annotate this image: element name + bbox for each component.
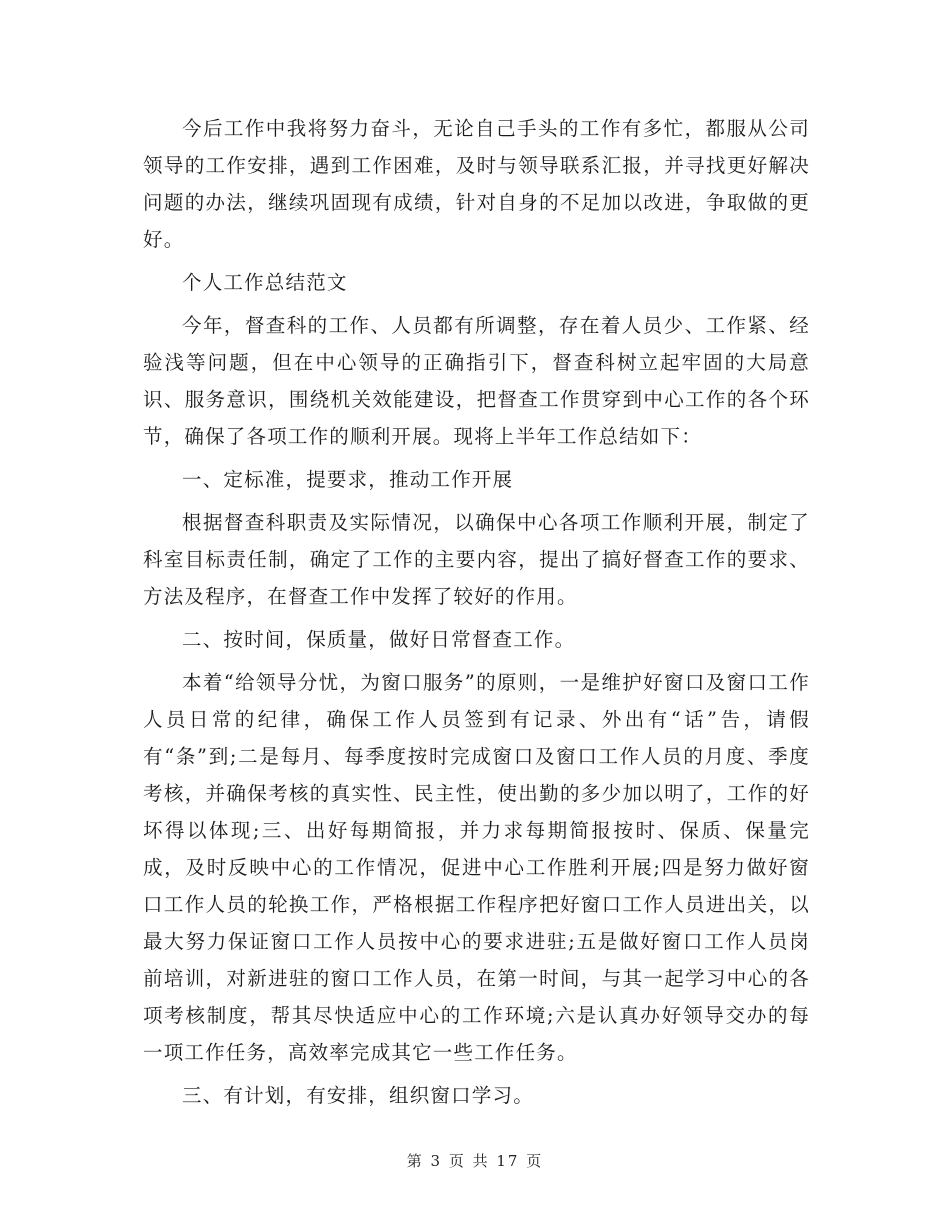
paragraph-daily-supervision: 本着“给领导分忧，为窗口服务”的原则，一是维护好窗口及窗口工作人员日常的纪律，确保工作人员签到有记录、外出有“话”告，请假有“条”到;二是每月、每季度按时完成窗口及窗口工作人员的月度、季度考核，并确保考核的真实性、民主性，使出勤的多少加以明了，工作的好坏得以体现;三、出好每期简报，并力求每期简报按时、保质、保量完成，及时反映中心的工作情况，促进中心工作胜利开展;四是努力做好窗口工作人员的轮换工作，严格根据工作程序把好窗口工作人员进出关，以最大努力保证窗口工作人员按中心的要求进驻;五是做好窗口工作人员岗前培训，对新进驻的窗口工作人员，在第一时间，与其一起学习中心的各项考核制度，帮其尽快适应中心的工作环境;六是认真办好领导交办的每一项工作任务，高效率完成其它一些工作任务。 [143,671,810,1064]
section-title: 个人工作总结范文 [182,271,348,294]
heading-two: 二、按时间，保质量，做好日常督查工作。 [182,628,576,651]
paragraph-standards: 根据督查科职责及实际情况，以确保中心各项工作顺利开展，制定了科室目标责任制，确定了工作的主要内容，提出了搞好督查工作的要求、方法及程序，在督查工作中发挥了较好的作用。 [143,511,810,608]
page-number-footer: 第 3 页 共 17 页 [406,1152,544,1170]
heading-one: 一、定标准，提要求，推动工作开展 [182,468,514,491]
paragraph-intro: 今年，督查科的工作、人员都有所调整，存在着人员少、工作紧、经验浅等问题，但在中心领导的正确指引下，督查科树立起牢固的大局意识、服务意识，围绕机关效能建设，把督查工作贯穿到中心工作的各个环节，确保了各项工作的顺利开展。现将上半年工作总结如下： [143,314,810,448]
heading-three: 三、有计划，有安排，组织窗口学习。 [182,1084,534,1107]
paragraph-closing-commitment: 今后工作中我将努力奋斗，无论自己手头的工作有多忙，都服从公司领导的工作安排，遇到工作困难，及时与领导联系汇报，并寻找更好解决问题的办法，继续巩固现有成绩，针对自身的不足加以改进，争取做的更好。 [143,117,810,251]
